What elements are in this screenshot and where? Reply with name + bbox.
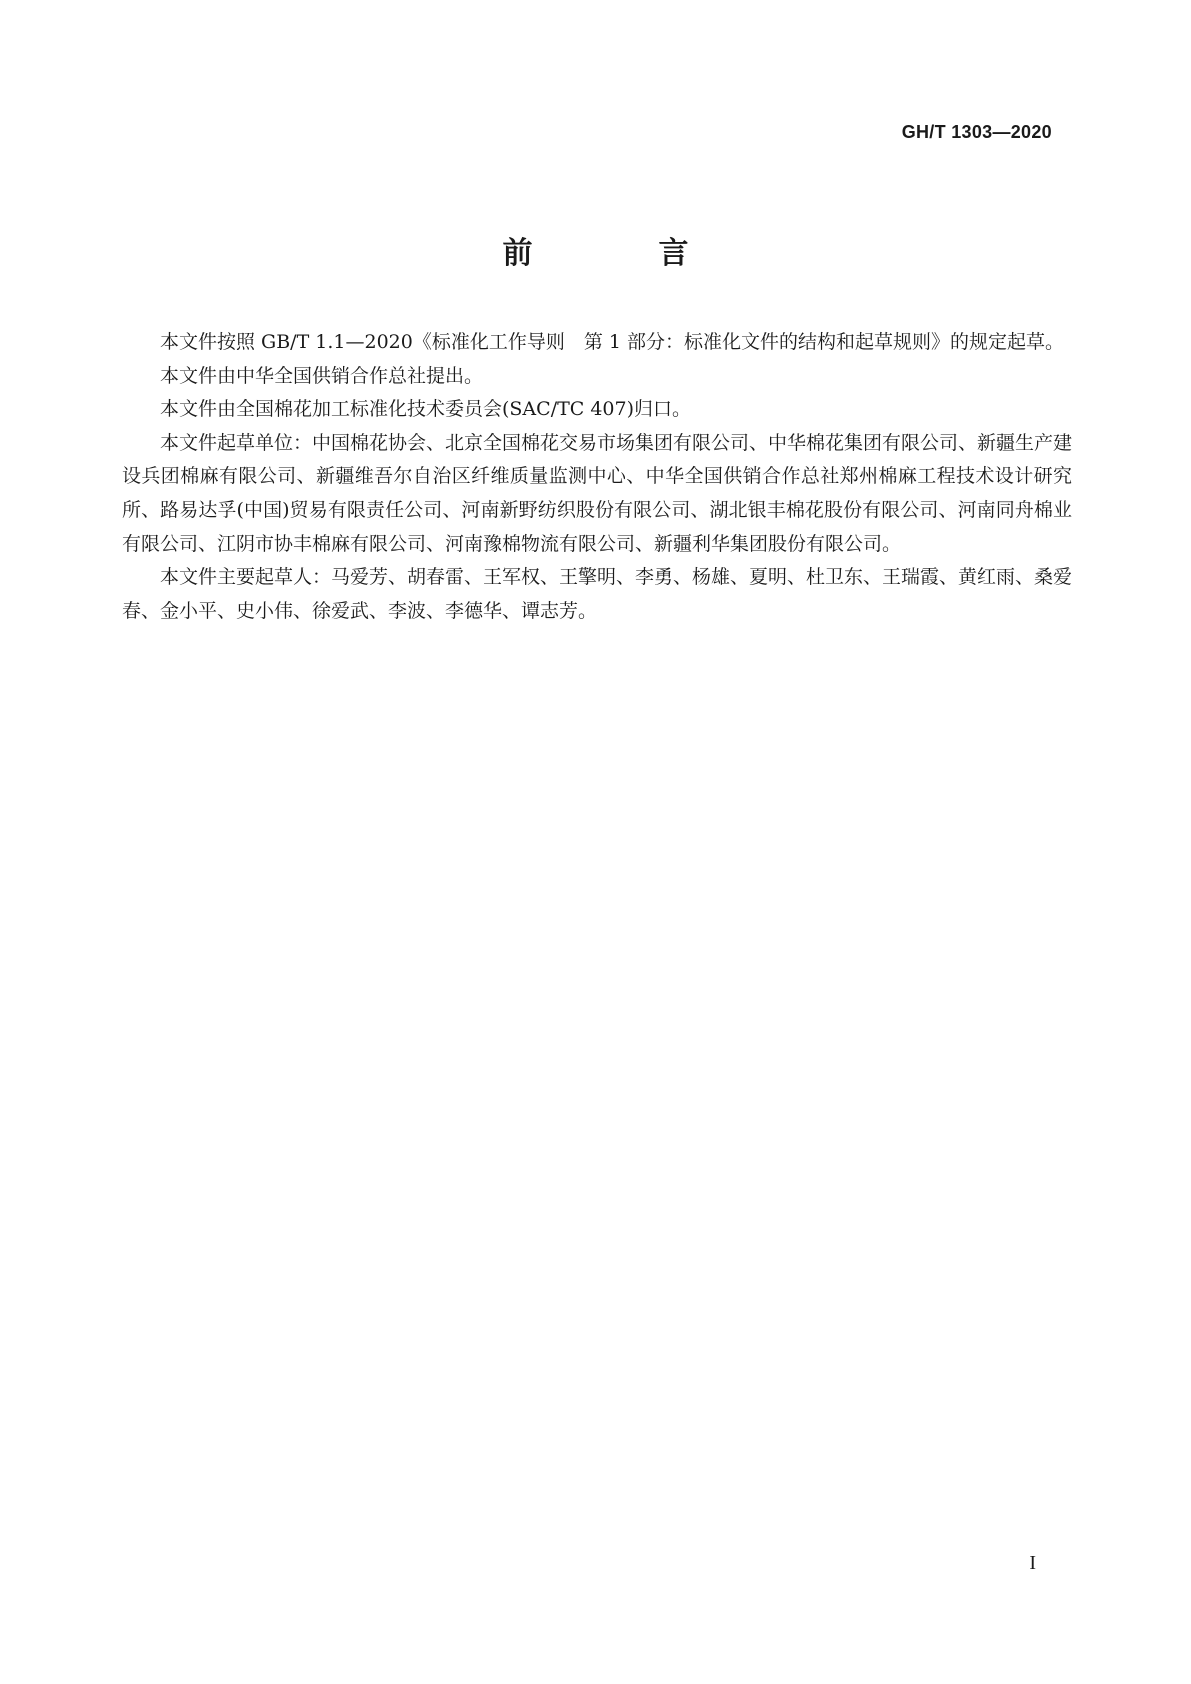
paragraph-proposer: 本文件由中华全国供销合作总社提出。	[160, 364, 484, 387]
paragraph-drafting-rules: 本文件按照 GB/T 1.1—2020《标准化工作导则 第 1 部分：标准化文件的结构和起草规则》的规定起草。	[160, 331, 1065, 353]
page-title: 前 言	[502, 236, 737, 271]
paragraph-drafting-units: 本文件起草单位：中国棉花协会、北京全国棉花交易市场集团有限公司、中华棉花集团有限公司、新疆生产建设兵团棉麻有限公司、新疆维吾尔自治区纤维质量监测中心、中华全国供销合作总社郑州棉麻工程技术设计研究所、路易达孚(中国)贸易有限责任公司、河南新野纺织股份有限公司、湖北银丰棉花股份有限公司、河南同舟棉业有限公司、江阴市协丰棉麻有限公司、河南豫棉物流有限公司、新疆利华集团股份有限公司。	[122, 431, 1073, 555]
paragraph-centralized-by: 本文件由全国棉花加工标准化技术委员会(SAC/TC 407)归口。	[160, 398, 692, 421]
standard-code: GH/T 1303—2020	[901, 122, 1052, 142]
page-number: I	[1029, 1552, 1036, 1574]
foreword-body	[122, 326, 1072, 628]
paragraph-main-drafters: 本文件主要起草人：马爱芳、胡春雷、王军权、王擎明、李勇、杨雄、夏明、杜卫东、王瑞霞、黄红雨、桑爱春、金小平、史小伟、徐爱武、李波、李德华、谭志芳。	[122, 566, 1073, 622]
